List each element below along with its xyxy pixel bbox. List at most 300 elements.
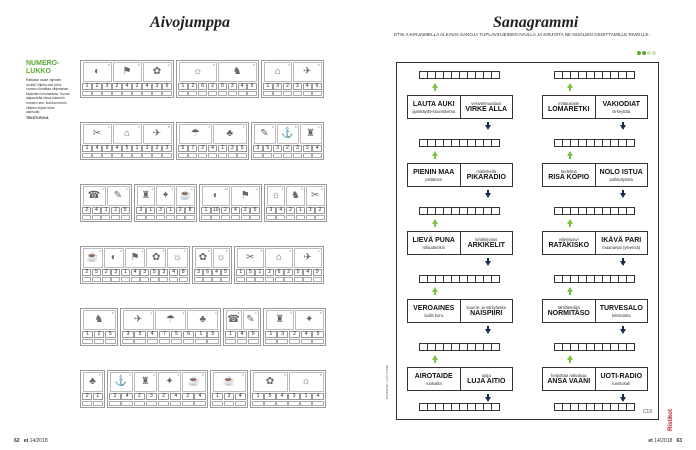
answer-cell[interactable]	[121, 215, 130, 220]
answer-cell[interactable]	[253, 153, 262, 158]
letter-count: 4	[101, 187, 104, 191]
answer-cell[interactable]	[140, 277, 149, 282]
answer-cell[interactable]	[134, 401, 146, 406]
answer-cell[interactable]	[265, 339, 276, 344]
answer-cell[interactable]	[146, 401, 158, 406]
answer-cell[interactable]	[263, 153, 272, 158]
letter-index: 2	[112, 83, 121, 90]
numerolukko-instructions	[26, 78, 70, 120]
letter-index: 10	[212, 207, 219, 214]
arrow-up-icon	[432, 287, 438, 292]
clue-picture: ♣ 4	[213, 124, 247, 144]
anagram-text: LUJA AITIO	[467, 377, 506, 385]
word-group	[80, 184, 132, 222]
letter-index: 5	[207, 331, 219, 338]
answer-cell[interactable]	[162, 153, 171, 158]
answer-cell[interactable]	[156, 215, 165, 220]
difficulty-rating	[637, 51, 656, 55]
word-group	[250, 370, 326, 408]
answer-cell[interactable]	[152, 153, 161, 158]
letter-index: 2	[284, 269, 293, 276]
answer-cell[interactable]	[159, 277, 168, 282]
answer-cell[interactable]	[235, 401, 246, 406]
word-group	[120, 308, 221, 346]
letter-index: 4	[276, 393, 287, 400]
numerolukko-text: Ratkaise lause viljeiden avulla! Viljeku-van pieni numero ilmoittaa vihjesanan kirjainten lukumaaran. Kuvan alapuolella oleva lukemiin numero sen, kuinka mones vihjeen kirjain tulee alarivulle.	[26, 78, 70, 115]
letter-index: 3	[159, 269, 168, 276]
letter-count: 5	[237, 311, 240, 315]
answer-cell[interactable]	[312, 339, 323, 344]
answer-cell[interactable]	[312, 153, 321, 158]
answer-cell[interactable]	[212, 277, 220, 282]
clue-picture: ✈ 4	[294, 248, 322, 268]
letter-count: 4	[289, 249, 291, 253]
letter-count: 6	[153, 373, 155, 377]
answer-cell[interactable]	[315, 215, 324, 220]
anagram-text: VEROAINES	[413, 304, 455, 312]
answer-cell[interactable]	[252, 401, 263, 406]
clue-hint: virkeyttää	[612, 108, 631, 114]
answer-cell[interactable]	[303, 91, 312, 96]
letter-index: 2	[198, 145, 207, 152]
clue-picture: ⌂ 5	[113, 124, 142, 144]
answer-cell[interactable]	[178, 153, 187, 158]
answer-cell[interactable]	[146, 215, 155, 220]
answer-cell[interactable]	[273, 153, 282, 158]
letter-count: 4	[151, 187, 154, 191]
clue-cell	[460, 164, 513, 186]
letter-index: 5	[294, 269, 303, 276]
letter-index: 4	[147, 331, 159, 338]
letter-count: 4	[177, 373, 180, 377]
answer-cell[interactable]	[121, 401, 133, 406]
letter-index: 3	[228, 145, 237, 152]
answer-cell[interactable]	[82, 277, 91, 282]
answer-cell[interactable]	[92, 215, 101, 220]
answer-box[interactable]	[491, 275, 500, 283]
letter-index: 5	[237, 145, 246, 152]
letter-count: 4	[150, 311, 152, 315]
answer-cell[interactable]	[111, 215, 120, 220]
answer-cell[interactable]	[264, 401, 275, 406]
answer-cell[interactable]	[185, 215, 194, 220]
answer-cell[interactable]	[132, 91, 141, 96]
letter-index: 1	[236, 269, 245, 276]
answer-cell[interactable]	[102, 153, 111, 158]
letter-count: 5	[208, 125, 210, 129]
letter-index: 3	[156, 207, 165, 214]
answer-cell[interactable]	[296, 215, 305, 220]
letter-count: 5	[252, 63, 255, 67]
clue-picture: ☼ 3	[267, 186, 286, 206]
clue-cell	[543, 96, 595, 118]
answer-cell[interactable]	[231, 215, 240, 220]
letter-count: 3	[281, 187, 284, 191]
answer-cell[interactable]	[303, 277, 312, 282]
answer-cell[interactable]	[92, 277, 101, 282]
letter-count: 5	[207, 249, 210, 253]
numerolukko-row	[80, 60, 324, 98]
letter-index: 1	[201, 207, 210, 214]
answer-box-row	[407, 207, 513, 215]
answer-cell[interactable]	[92, 153, 101, 158]
arrow-down-icon	[485, 193, 491, 198]
clue-cell	[408, 96, 460, 118]
letter-count: 5	[283, 373, 286, 377]
letter-index: 2	[283, 83, 292, 90]
anagram-text: NAISPIIRI	[470, 309, 503, 317]
letter-index: 4	[238, 83, 247, 90]
letter-count: 4	[317, 125, 320, 129]
answer-cell[interactable]	[122, 153, 131, 158]
letter-index: 4	[92, 145, 101, 152]
answer-box[interactable]	[626, 403, 635, 411]
clue-box	[407, 367, 513, 391]
answer-cell[interactable]	[265, 277, 274, 282]
answer-cell[interactable]	[300, 401, 311, 406]
letter-index: 3	[111, 269, 120, 276]
clue-cell	[595, 300, 648, 322]
answer-cell[interactable]	[121, 277, 130, 282]
letter-index: 2	[289, 331, 300, 338]
answer-cell[interactable]	[112, 153, 121, 158]
answer-cell[interactable]	[150, 277, 159, 282]
letter-index: 2	[134, 393, 146, 400]
answer-cell[interactable]	[301, 339, 312, 344]
answer-box-row	[407, 139, 513, 147]
answer-cell[interactable]	[255, 277, 264, 282]
answer-cell[interactable]	[92, 91, 101, 96]
anagram-text: UOTI-RADIO	[600, 372, 643, 380]
answer-cell[interactable]	[286, 215, 295, 220]
letter-count: 4	[255, 187, 258, 191]
answer-cell[interactable]	[182, 401, 194, 406]
answer-cell[interactable]	[283, 91, 292, 96]
letter-index: 3	[303, 145, 312, 152]
clue-hint: mittauslaite	[558, 100, 580, 106]
answer-cell[interactable]	[277, 339, 288, 344]
letter-index: 5	[312, 331, 323, 338]
answer-cell[interactable]	[312, 401, 323, 406]
answer-cell[interactable]	[250, 215, 259, 220]
difficulty-dot	[637, 51, 641, 55]
letter-count: 4	[171, 187, 173, 191]
answer-cell[interactable]	[275, 277, 284, 282]
answer-cell[interactable]	[178, 91, 187, 96]
difficulty-dot	[652, 51, 656, 55]
anagram-text: LOMARETKI	[547, 105, 590, 113]
answer-cell[interactable]	[162, 91, 171, 96]
answer-cell[interactable]	[132, 153, 141, 158]
letter-index: 3	[293, 145, 302, 152]
clue-picture: ☼ 5	[213, 248, 230, 268]
letter-count: 5	[167, 125, 170, 129]
answer-cell[interactable]	[312, 91, 321, 96]
answer-cell[interactable]	[276, 215, 285, 220]
letter-index: 1	[146, 207, 155, 214]
answer-cell[interactable]	[294, 277, 303, 282]
letter-index: 3	[253, 145, 262, 152]
clue-hint: palkkatyöstä	[609, 176, 633, 182]
right-page-title: Sanagrammi	[493, 14, 579, 31]
letter-count: 3	[98, 373, 101, 377]
answer-box-row	[542, 139, 648, 147]
letter-index: 1	[212, 393, 223, 400]
letter-index: 3	[162, 145, 171, 152]
answer-cell[interactable]	[122, 91, 131, 96]
letter-count: 4	[182, 311, 185, 315]
answer-cell[interactable]	[152, 91, 161, 96]
answer-box[interactable]	[491, 403, 500, 411]
answer-cell[interactable]	[224, 401, 235, 406]
letter-index: 3	[140, 269, 149, 276]
answer-cell[interactable]	[194, 401, 206, 406]
answer-cell[interactable]	[207, 339, 219, 344]
letter-index: 1	[255, 269, 264, 276]
clue-picture: ♣ 3	[83, 372, 103, 392]
answer-cell[interactable]	[105, 339, 116, 344]
answer-cell[interactable]	[218, 153, 227, 158]
answer-cell[interactable]	[198, 153, 207, 158]
answer-cell[interactable]	[246, 277, 255, 282]
letter-index: 5	[134, 331, 146, 338]
answer-cell[interactable]	[111, 277, 120, 282]
letter-index: 4	[303, 269, 312, 276]
answer-cell[interactable]	[131, 277, 140, 282]
letter-index: 1	[121, 269, 130, 276]
letter-index: 1	[132, 145, 141, 152]
answer-cell[interactable]	[169, 277, 178, 282]
answer-cell[interactable]	[306, 215, 315, 220]
answer-cell[interactable]	[122, 339, 134, 344]
answer-cell[interactable]	[102, 277, 111, 282]
clue-hint: kritisointia	[611, 312, 631, 318]
arrow-down-icon	[620, 397, 626, 402]
clue-picture: ✿ 5	[195, 248, 212, 268]
answer-cell[interactable]	[82, 339, 93, 344]
answer-cell[interactable]	[147, 339, 159, 344]
answer-cell[interactable]	[293, 153, 302, 158]
clue-hint: kallis koru	[424, 312, 444, 318]
clue-picture: ⌂ 4	[265, 248, 293, 268]
letter-index: 5	[121, 207, 130, 214]
numerolukko-credit: TEKSTI:RUVA	[26, 115, 49, 120]
answer-cell[interactable]	[241, 215, 250, 220]
answer-cell[interactable]	[93, 401, 103, 406]
letter-index: 2	[111, 207, 120, 214]
answer-cell[interactable]	[183, 339, 195, 344]
clue-picture: ☼ 4	[167, 248, 187, 268]
clue-picture: ✈ 5	[143, 124, 172, 144]
letter-index: 3	[122, 331, 134, 338]
answer-box[interactable]	[626, 139, 635, 147]
clue-hint: rollaattorikin	[422, 244, 446, 250]
answer-cell[interactable]	[288, 401, 299, 406]
clue-picture: ⚑ 4	[231, 186, 260, 206]
letter-index: 1	[225, 331, 236, 338]
answer-cell[interactable]	[188, 91, 197, 96]
answer-cell[interactable]	[142, 91, 151, 96]
answer-cell[interactable]	[273, 91, 282, 96]
answer-cell[interactable]	[142, 153, 151, 158]
arrow-up-icon	[567, 287, 573, 292]
clue-picture: ♜ 5	[266, 310, 295, 330]
letter-count: 4	[167, 63, 170, 67]
clue-picture: ✎ 4	[243, 310, 259, 330]
word-group	[107, 370, 208, 408]
answer-cell[interactable]	[237, 153, 246, 158]
answer-box[interactable]	[626, 71, 635, 79]
answer-cell[interactable]	[179, 277, 188, 282]
answer-cell[interactable]	[195, 339, 207, 344]
answer-cell[interactable]	[225, 339, 236, 344]
letter-count: 4	[183, 249, 186, 253]
arrow-down-icon	[620, 329, 626, 334]
answer-box-row	[407, 343, 513, 351]
word-group	[223, 308, 261, 346]
answer-cell[interactable]	[218, 91, 227, 96]
ristikot-logo: Ristikot	[668, 409, 674, 432]
answer-cell[interactable]	[238, 91, 247, 96]
answer-box[interactable]	[626, 207, 635, 215]
answer-box[interactable]	[491, 71, 500, 79]
letter-index: 2	[92, 83, 101, 90]
answer-cell[interactable]	[208, 153, 217, 158]
letter-count: 6	[317, 63, 320, 67]
clue-cell	[408, 368, 460, 390]
clue-picture: ✦ 4	[158, 372, 181, 392]
answer-cell[interactable]	[248, 339, 259, 344]
letter-index: 3	[241, 207, 250, 214]
answer-box[interactable]	[491, 343, 500, 351]
anagram-text: RISA KOPIO	[548, 173, 590, 181]
letter-index: 1	[296, 207, 305, 214]
clue-cell	[408, 232, 460, 254]
clue-cell	[543, 368, 595, 390]
clue-picture: ☕ 4	[213, 372, 246, 392]
answer-cell[interactable]	[221, 277, 229, 282]
answer-box-row	[542, 71, 648, 79]
answer-cell[interactable]	[109, 401, 121, 406]
answer-cell[interactable]	[136, 215, 145, 220]
letter-count: 4	[120, 249, 122, 253]
answer-cell[interactable]	[303, 153, 312, 158]
answer-cell[interactable]	[212, 401, 223, 406]
clue-picture: ✿ 4	[143, 62, 172, 82]
letter-index: 6	[198, 83, 207, 90]
clue-cell	[460, 368, 513, 390]
answer-cell[interactable]	[228, 153, 237, 158]
answer-cell[interactable]	[188, 153, 197, 158]
answer-cell[interactable]	[82, 215, 91, 220]
answer-cell[interactable]	[237, 339, 248, 344]
answer-cell[interactable]	[94, 339, 105, 344]
answer-cell[interactable]	[171, 339, 183, 344]
clue-picture: ✈ 4	[123, 310, 154, 330]
letter-count: 3	[301, 187, 303, 191]
right-folio	[648, 438, 682, 444]
letter-index: 2	[286, 207, 295, 214]
answer-cell[interactable]	[293, 91, 302, 96]
answer-cell[interactable]	[134, 339, 146, 344]
answer-cell[interactable]	[166, 215, 175, 220]
answer-box[interactable]	[491, 207, 500, 215]
clue-picture: ♣ 4	[187, 310, 218, 330]
answer-cell[interactable]	[82, 401, 92, 406]
answer-cell[interactable]	[102, 91, 111, 96]
answer-cell[interactable]	[313, 277, 322, 282]
clue-picture: ✿ 6	[146, 248, 166, 268]
clue-picture: ✂ 5	[237, 248, 265, 268]
answer-cell[interactable]	[203, 277, 211, 282]
anagram-text: VIRKE ALLA	[465, 105, 508, 113]
clue-cell	[595, 368, 648, 390]
letter-index: 3	[273, 145, 282, 152]
answer-cell[interactable]	[101, 215, 110, 220]
answer-cell[interactable]	[170, 401, 182, 406]
letter-count: 4	[241, 373, 244, 377]
answer-cell[interactable]	[112, 91, 121, 96]
answer-cell[interactable]	[236, 277, 245, 282]
answer-cell[interactable]	[208, 91, 217, 96]
letter-index: 4	[170, 393, 182, 400]
letter-index: 2	[158, 393, 170, 400]
answer-cell[interactable]	[201, 215, 210, 220]
clue-cell	[408, 300, 460, 322]
answer-cell[interactable]	[247, 91, 256, 96]
answer-box[interactable]	[626, 343, 635, 351]
word-group	[192, 246, 232, 284]
answer-box[interactable]	[626, 275, 635, 283]
answer-cell[interactable]	[211, 215, 220, 220]
answer-cell[interactable]	[289, 339, 300, 344]
answer-cell[interactable]	[221, 215, 230, 220]
letter-count: 5	[107, 63, 110, 67]
clue-hint: kuume- ja särkylääke	[466, 304, 507, 310]
sanagrammi-grid	[385, 62, 674, 432]
puzzle-credit: RAKENNE: LAATIJANIMI	[385, 364, 389, 399]
answer-cell[interactable]	[228, 91, 237, 96]
answer-cell[interactable]	[194, 277, 202, 282]
letter-index: 4	[169, 269, 178, 276]
clue-picture: ✈ 6	[293, 62, 322, 82]
letter-count: 6	[162, 249, 165, 253]
answer-cell[interactable]	[266, 215, 275, 220]
answer-cell[interactable]	[263, 91, 272, 96]
answer-cell[interactable]	[284, 277, 293, 282]
clue-box	[542, 95, 648, 119]
answer-cell[interactable]	[82, 153, 91, 158]
answer-cell[interactable]	[283, 153, 292, 158]
letter-index: 3	[136, 207, 145, 214]
letter-index: 3	[102, 83, 111, 90]
letter-count: 5	[225, 249, 228, 253]
letter-index: 3	[146, 393, 158, 400]
word-group	[210, 370, 248, 408]
answer-cell[interactable]	[176, 215, 185, 220]
letter-index: 1	[82, 331, 93, 338]
letter-count: 6	[201, 373, 204, 377]
answer-cell[interactable]	[198, 91, 207, 96]
answer-cell[interactable]	[159, 339, 171, 344]
answer-cell[interactable]	[276, 401, 287, 406]
answer-box[interactable]	[491, 139, 500, 147]
answer-cell[interactable]	[158, 401, 170, 406]
letter-index: 2	[182, 393, 194, 400]
clue-picture: ⚑ 4	[125, 248, 145, 268]
answer-cell[interactable]	[82, 91, 91, 96]
letter-index: 1	[178, 83, 187, 90]
